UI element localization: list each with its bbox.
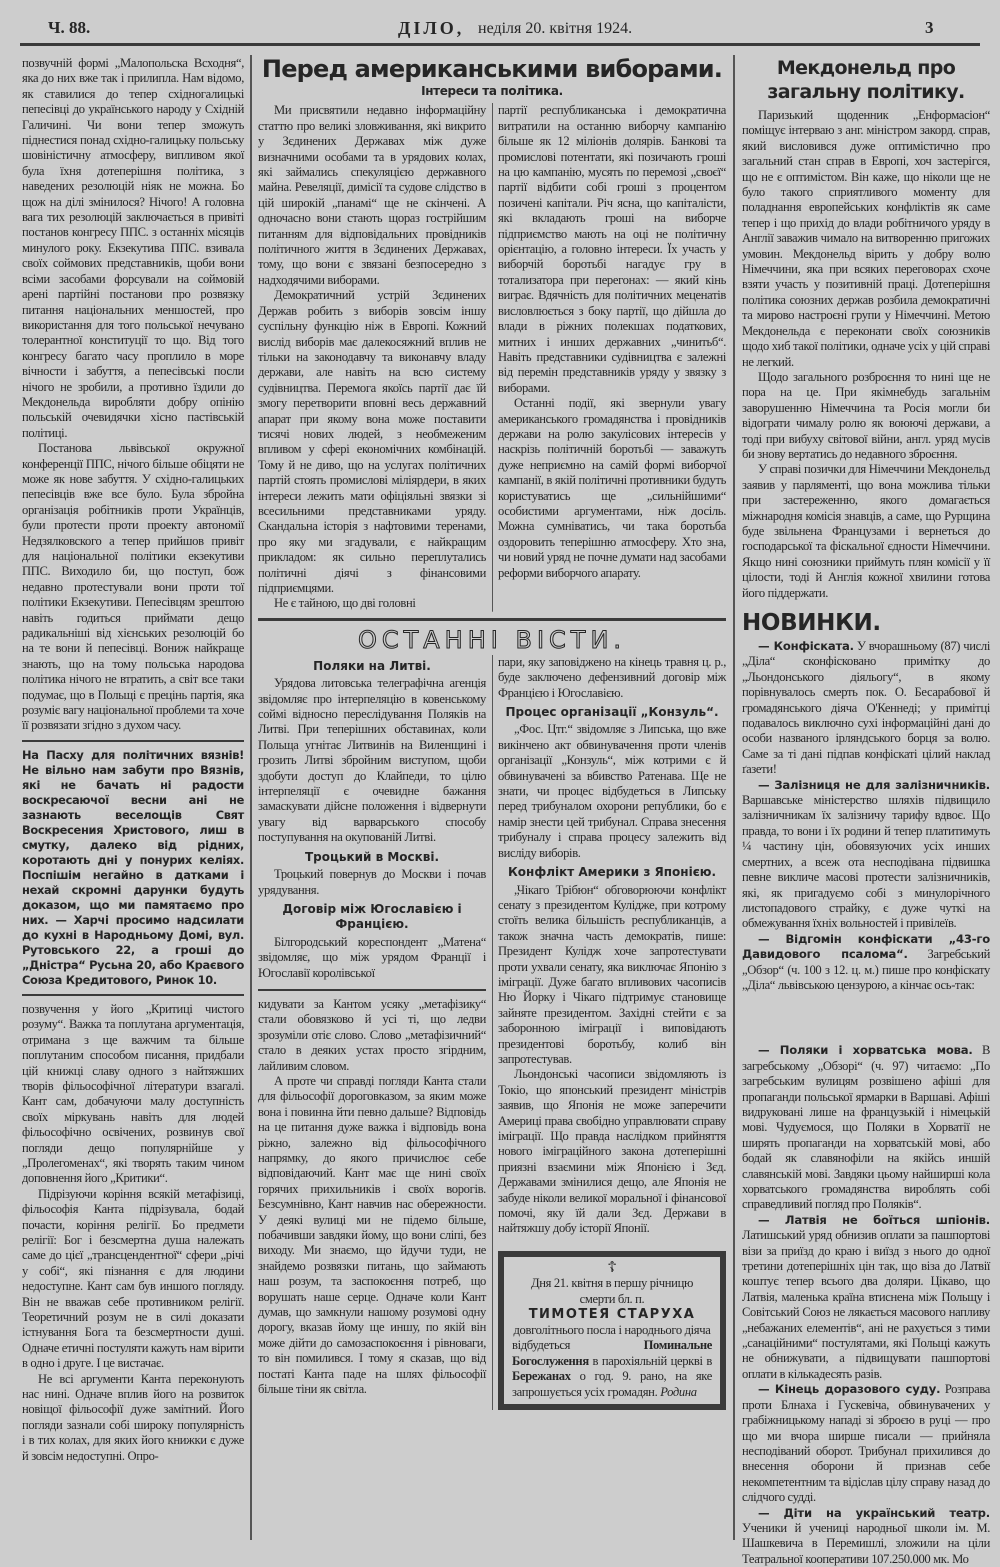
subheadline: Інтереси та політика. (421, 84, 563, 98)
appeal-title: На Пасху для політичних вязнів! (22, 747, 244, 762)
brief-text: Загребський „Обзор“ (ч. 100 з 12. ц. м.) пише про конфіскату „Діла“ львівською цензурою, а кінчає ось-так: (742, 947, 990, 992)
paragraph: Не всі аргументи Канта переконують нас нині. Одначе вплив його на розвиток новіщої фільософії дуже замітний. Його погляди зазнали собі широку популярність і в тих колах, для яких його книжки є дуже й зовсім недоступні. Опро- (22, 1371, 244, 1463)
news-headline: Поляки на Литві. (313, 658, 431, 673)
obituary-text: в парохіяльній церкві в (592, 1353, 712, 1368)
obituary-text: відбудеться (512, 1338, 571, 1353)
news-col2 (498, 655, 726, 1411)
divider (258, 989, 486, 991)
brief-text: Ученики й учениці народньої школи ім. М. Шашкевича в Перемишлі, зложили на ціли Театральної кооперативи 107.250.000 мк. Мо (742, 1520, 990, 1566)
section-title-latest-news: ОСТАННІ ВІСТИ. (357, 625, 627, 654)
news-col1 (258, 655, 486, 1411)
right-column (742, 56, 990, 1567)
paragraph: позвучення у його „Критиці чистого розуму“. Важка та поплутана аргументація, отримана з ще важчим та більше поплутаним способом писання, придбали цій книжці славу одного з найтяжших творів фільософічної літератури взагалі. Кант сам, добачуючи малу доступність своїх міркувань навіть для людей фільософічно освічених, розвинув свої погляди дещо популярнійше у „Пролегоменах“, які творять таким чином доповнення його „Критики“. (22, 1001, 244, 1186)
paragraph: Ми присвятили недавно інформаційну статтю про великі зловживання, які викрито у Зєдинених Державах між дуже визначними особами та в урядових колах, які займались спекуляцією державного майна. Ревеляції, димісії та судове слідство в цій широкій „панамі“ ще не скінчені. А одночасно вони стають щораз гострійшим питанням для відповідальних провідників політичного життя в Зєдинених Державах, тому, що вони є звязані безпосередно з надходячими виборами. (258, 103, 486, 287)
news-headline: Процес організації „Конзуль“. (505, 705, 719, 720)
obituary-signature: Родина (660, 1384, 697, 1399)
paragraph: партії республиканська і демократична витратили на останню виборчу кампанію більше як 12 міліонів долярів. Банкові та промислові потентати, які позичають гроші на цю кампанію, мусять по перемозі „своєї“ партії відбити собі гроші з процентом позичені капітали. Річ ясна, що капіталісти, які вкладають гроші на виборче підприємство мають на оці не політичну орієнтацію, а головно інтереси. Їх участь у виборчій боротьбі нагадує гру в тотализатора при перегонах: — який кінь виграє. Вдячність для політичних меценатів висловлюється з боку партії, що дійшла до влади в ріжних полекшах податкових, митних і инших державних „чинитьб“. Навіть представники судівництва є залежні від перемін представників уряду у звязку з виборами. (498, 103, 726, 395)
divider (22, 740, 244, 742)
censored-gap (742, 993, 990, 1043)
news-headline: Договір між Югославією і Францією. (282, 901, 462, 932)
masthead-rule (20, 43, 980, 46)
paragraph: Щодо загального розброєння то нині ще не пора на це. При якімнебудь загальнім заворушенню Німеччина та Росія могли би відограти чималу ролю як воюючі держави, а тоді при вибуху світової війни, англ. уряд мусів би знову вертатись до недавного зброєння. (742, 369, 990, 461)
headline-american-elections: Перед американськими виборами. (261, 55, 723, 83)
article-macdonald (742, 108, 990, 601)
news-text: пари, яку заповіджено на кінець травня ц. р., буде заключено дефензивний договір між Францією і Югославією. (498, 654, 726, 700)
article-pps-continuation (22, 56, 244, 734)
article-american (258, 103, 726, 611)
news-briefs (742, 639, 990, 1567)
article-american-col1 (258, 103, 486, 611)
middle-zone (258, 54, 726, 1410)
paragraph: Останні події, які звернули увагу американського громадянства і провідників держави на ролю закулісових інтересів у наскрізь політичній боротьбі — заважуть дуже неприємно на самій формі виборчої кампанії, в якій політичні противники будуть користуватись ще „сильнійшими“ особистими аргументами, ніж досіль. Можна сумніватись, чи така боротьба оздоровить теперішню атмосферу. Хто зна, чи новий уряд не почне думати над засобами реформи виборчого апарату. (498, 396, 726, 580)
paragraph: Підрізуючи коріння всякій метафізиці, фільософія Канта підрізувала, бодай почасти, коріння релігії. Бо предмети релігії: Бог і безсмертна душа належать саме до цієї „трансцендентної“ сфери „річі у собі“, які пізнання є для людини недоступне. Кант сам був иншого погляду. Він не вважав себе противником релігії. Теоретичний розум не в силі доказати істнування Бога та безсмертности душі. Одначе етичні постуляти кажуть нам вірити в одно і друге. І це вистачає. (22, 1186, 245, 1371)
paragraph: Не є тайною, що дві головні (274, 596, 416, 611)
column-divider (733, 55, 735, 1540)
obituary-text: Поминальне Богослуження (512, 1338, 712, 1368)
brief-headline: — Латвія не боїться шпіонів. (758, 1212, 990, 1227)
brief-headline: — Діти на український театр. (758, 1505, 990, 1520)
obituary-text: Бережанах (512, 1369, 571, 1384)
news-text: Троцький повернув до Москви і почав урядування. (258, 867, 486, 897)
brief-headline: — Залізниця не для залізничників. (758, 777, 990, 792)
divider (258, 618, 726, 621)
appeal-box (22, 748, 244, 988)
news-headline: Конфлікт Америки з Японією. (507, 865, 717, 880)
article-kant-col1 (22, 1002, 244, 1464)
brief-text: Розправа проти Блнаха і Гускевіча, обвинувачених у грабіжницькому нападі зі зброєю в руці — про що ми вчора ширше писали — прийняла несподіваний оборот. Трибунал прихилився до внесення оборони й признав себе некомпетентним та відіслав цілу справу назад до слідчого судді. (742, 1382, 990, 1505)
news-text: Урядова литовська телеграфічна агенція звідомляє про інтерпеляцію в ковенському соймі відносно переслідування Поляків на Литві. При теперішних обставинах, коли Польща угнітає Литвинів на Виленщині і грозить Литві збройним виступом, щоби здобути доступ до Клайпеди, то цілю інтерпеляції є очевидне бажання замаскувати дійсне положення і відвернути увагу від варварського способу поступування на окупованій Литві. (258, 676, 486, 845)
brief-text: У вчорашньому (87) числі „Діла“ сконфісковано примітку до „Льондонського діяльогу“, в якому порівнувалось смерть пок. О. Бесарабової й громадянського діяча О'Кеннеді; у примітці подавалось виключно сухі інформаційні дані до особи названого ірляндського борця за волю. Саме за ті дані підпав конфіскаті цілий наклад ґазети! (742, 639, 990, 777)
brief-text: Варшавське міністерство шляхів підвищило залізничникам їх залізничу тарифу вдвоє. Що правда, то вони і їх родини й тепер платитимуть ¼ частину цін, обовязуючих усіх инших смертних, а всеж ота несподівана підвишка певне викличе масові протести залізничників, які, як пригадуємо собі з минулорічного листопадового страйку, є дуже чуткі на обмежування їхніх вольностей і привілеїв. (742, 793, 990, 931)
news-text: Льондонські часописи звідомляють із Токіо, що японський президент міністрів заявив, що Японія не може заперечити Америці права свобідно управлювати справу іміграції. Що правда наслідком прийняття нового іміграційного закона дотеперішні приязні взаємини між Японією і Зєд. Державами змінилися дещо, але Японія не забуде ніколи великої моральної і фінансової помочі, яку їй дали Зєд. Держави в найтяжшу добу історії Японії. (498, 1067, 726, 1236)
newspaper-title: ДІЛО, (398, 18, 465, 38)
issue-date: неділя 20. квітня 1924. (478, 20, 633, 37)
obituary-notice (498, 1251, 726, 1411)
paragraph: Постанова львівської окружної конференції ППС, нічого більше обіцяти не може як нове забуття. У східно-галицьких пепесівців вже все було. Була збройна організація робітників проти Українців, були протести проти проекту автономії Недзялковского а тепер прийшов привіт для національної політики екзекутиви ППС. Виходило би, що поступ, бож недавно протестували вони проти тої політики Екзекутиви. Пепесівцям зрештою навіть годиться приймати дещо радикальніші від хієнських резолюцій бо на те вони й пепесівці. Вониж найкраще знають, що на тому польська народова політика нічого не втратить, а світ все таки подумає, що в Польщі є прецінь партія, яка розуміє вагу національної проблеми та хоче її розвязати згідно з духом часу. (22, 441, 244, 733)
brief-text: В загребському „Обзорі“ (ч. 97) читаємо: „По загребським вулицям розвішено афіші для пропаганди польської ярмарки в Варшаві. Афіші видруковані лише на французькій і німецькій мові. Чудуємося, що Поляки в Хорватії не ширять пропаганди на хорватській мові, або бодай як славянофіли на якійсь иншій славянській мові. Завдяки цьому найширші кола хорватського громадянства вироблять собі справедливий погляд про Поляків“. (742, 1043, 990, 1212)
brief-headline: — Конфіската. (758, 639, 854, 653)
headline-macdonald: Мекдонельд про загальну політику. (767, 57, 965, 103)
appeal-text: Не вільно нам забути про Вязнів, які не бачать ні радости воскресаючої весни ані не зазнають веселощів Свят Воскресения Христового, лиш в смутку, далеко від рідних, коротають дні у понурих келіях. Поспішім негайно в датками і нехай скромні дарунки будуть доказом, що ми памятаємо про них. — Харчі просимо надсилати до кухні в Народньому Домі, вул. Рутовського 22, а гроші до „Дністра“ Русьна 20, або Краєвого Союза Кредитового, Ринок 10. (22, 762, 244, 987)
brief-headline: — Кінець доразового суду. (758, 1382, 941, 1397)
news-headline: Троцький в Москві. (304, 849, 440, 864)
latest-news (258, 655, 726, 1411)
column-divider (250, 55, 252, 1540)
brief-headline: — Поляки і хорватська мова. (758, 1043, 973, 1058)
divider (22, 994, 244, 996)
brief-text: Латишський уряд обнизив оплати за пашпортові візи за приїзд до краю і виїзд з нього до одної третини дотеперішніх цін так, що віза до Латвії коштує тепер всього два доляри. Цікаво, що Латвія, маленька країна втиснена між Польщу і Совітський Союз не лякається масового напливу „небажаних елементів“, ані не рахується з тими „санаційними“ постулятами, які Польщі кажуть не обнижувати, а підвищувати пашпортові оплати в кількадесять разів. (742, 1228, 990, 1381)
paragraph: Демократичний устрій Зєдинених Держав робить з виборів зовсім іншу суспільну функцію ніж в Европі. Кожний вислід виборів має далекосяжний вплив не тільки на законодавчу та виконавчу владу держави, але навіть на всю систему судівництва. Перемога якоїсь партії дає їй змогу перетворити вповні весь державний апарат при якому вона може поставити тисячі нових людей, з необмеженим впливом у сфері економічних комбінацій. Тому й не диво, що на услугах політичних партій стоять промислові міліярдери, в яких інтереси лежить мати офіціяльні звязки зі всесильними представниками уряду. Скандальна історія з нафтовими теренами, про яку ми згадували, є найкращим прикладом: як сильно переплутались політичні діячі з фінансовими підприємцями. (258, 288, 486, 595)
obituary-line: Дня 21. квітня в першу річницю смерти бл. п. (530, 1276, 694, 1306)
news-text: Білгородський кореспондент „Матена“ звідомляє, що між урядом Франції і Югославії королівської (258, 934, 486, 980)
obituary-line: довголітнього посла і народнього діяча (513, 1322, 711, 1337)
paragraph: Паризький щоденник „Енформасіон“ поміщує інтерваю з анг. міністром закорд. справ, який висловився дуже оптимістично про загальний стан справ в Европі, хоч застерігся, що не є оптимістом. Він каже, що ніколи ще не було такого сприятливого моменту для поладнання европейських конфліктів як саме тепер і що прихід до влади робітничого уряду в Англії заважив чимало на витворенню пригожих умовин. Мекдонельд вірить у добру волю Німеччини, яка при всяких переговорах схоче взяти участь у позитивній праці. Дотеперішня політика союзних держав розбила демократичні та мирово настроєні групи у Німеччині. Метою Мекдонельда є переконати своїх союзників щодо хиб такої політики, одначе усіх у цій справі не легкий. (742, 108, 990, 369)
paragraph: У справі позички для Німеччини Мекдонельд заявив у парляменті, що вона можлива тільки при застереженню, якого домагається міжнародня комісія знавців, а саме, що Рурщина буде звільнена Французами і вернеться до господарської та фіскальної єдности Німеччини. Якщо нині союзники приймуть плян комісії у її цілости, тоді й Англія кожної хвилини готова його піддержати. (742, 462, 990, 600)
news-text: „Фос. Цтг.“ звідомляє з Липська, що вже викінчено акт обвинувачення проти членів організації „Конзуль“, між котрими є й обвинувачені за вбивство Ратенава. Ще не знати, чи процес відбудеться в Липську перед трибуналом охорони републики, бо є намір знести цей трибунал. Справа знесення трибуналу і справа процесу залежить від висліду виборів. (498, 722, 726, 860)
brief-headline: — Відгомін конфіскати „43-го Давидового псалома“. (742, 931, 990, 962)
paragraph: А проте чи справді погляди Канта стали для фільософії дороговказом, за яким може вона і повинна йти певно дальше? Відповідь на це питання дуже важка і відповідь вона ріжно, залежно від фільософічного напрямку, до якого причислює себе відповідаючий. Кант має ще нині своїх горячих прихильників і своїх ворогів. Безсумнівно, Кант навчив нас обережности. У деякі вулиці ми не підемо більше, побачивши завдяки йому, що вони сліпі, без виходу. Ми знаємо, що йдучи туди, не знайдемо розвязки питань, що займають наш розум, та заспокоєння потреб, що ворушать наше серце. Одначе коли Кант думав, що замкнули нашому розумові одну дорогу, вказав йому ще иншу, по якій він може дійти до самозаспокоєння і рівноваги, то він помилився. І тому я сказав, що від постаті Канта паде на шлях фільософії більше тіни як світла. (258, 1073, 486, 1397)
paragraph: позвучній формі „Малопольска Всходня“, яка до них вже так і прилипла. Нам відомо, як ставилися до тепер східногалицькі пепесівці до українського народу у Східній Галичині. Чи вони тепер зможуть піднестися понад східно-галицьку польську шовіністичну атмосферу, випливом якої була їхня дотеперішня політика, з наведених резолюцій ніяк не можна. Бо щож на ділі змінилося? Нічого! А головна вага тих резолюцій заключається в привіті постанов конгресу ППС. з останніх місяців минулого року. Екзекутива ППС. взивала своїх соймових представників, щоби вони всіми засобами форсували на соймовій арені партійні постанови про розвязку питання національних меншостей, про використання для того польської нечувано толерантної конституції то що. Від того конгресу багато часу проплило в море вічности і забуття, а пепесівські посли нічого не зробили, а противно їздили до Мекдонельда виробляти добру опінію польській очевидячки хісно пастівській політиці. (22, 56, 244, 440)
obituary-name: ТИМОТЕЯ СТАРУХА (528, 1307, 696, 1323)
section-title-news-briefs: НОВИНКИ. (742, 610, 881, 636)
page-number: 3 (925, 18, 934, 37)
issue-number: Ч. 88. (48, 18, 91, 37)
paragraph: кидувати за Кантом усяку „метафізику“ стали обовязково й усі ті, що ледви зрозуміли отіє слово. Слово „метафізичний“ стало в деяких устах просто згірдним, лайливим словом. (258, 996, 486, 1073)
article-american-col2 (498, 103, 726, 611)
left-column (22, 56, 244, 1464)
cross-icon: ☦ (607, 1259, 617, 1276)
obituary-text: о год. 9. рано, на яке запрошується усіх громадян. (512, 1369, 712, 1399)
news-text: „Чікаго Трібюн“ обговорюючи конфлікт сенату з президентом Кулідже, при котрому стоїть велика більшість республиканців, а також значна часть демократів, пише: Президент Кулідж хоче запротестувати проти ухвали сенату, яка виключає Японію з іміграції. Дуже багато впливових часописів Ню Йорку і Чікаго підтримує становище зайняте президентом. Західні стейти є за заборонною іміграції і виповідають президентові боротьбу, колиб він запротестував. (498, 882, 726, 1066)
article-kant-col2 (258, 997, 486, 1398)
